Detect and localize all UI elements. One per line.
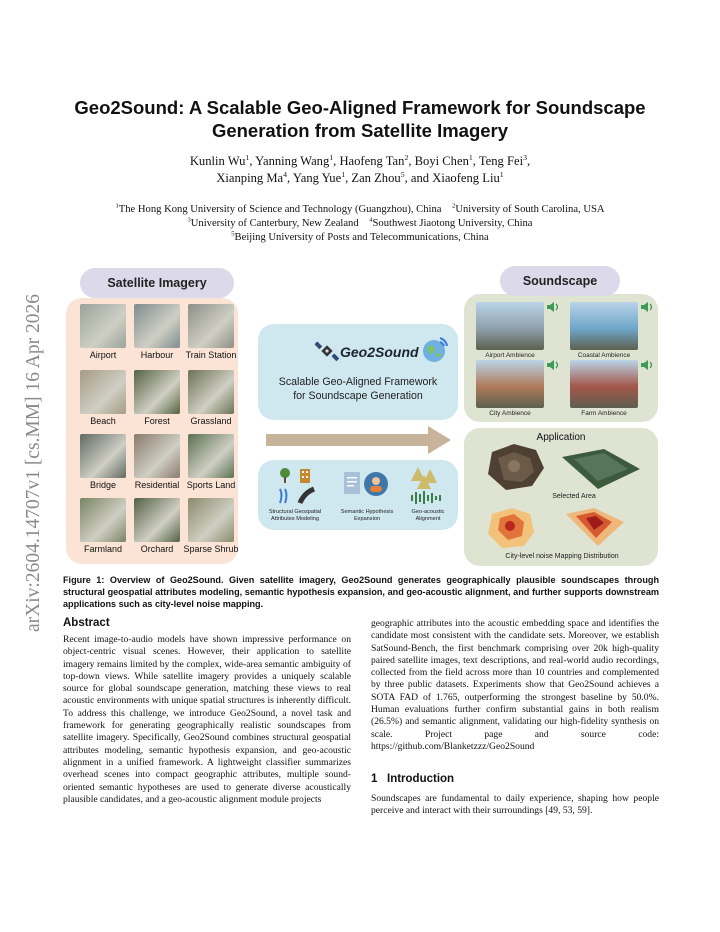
brand-name: Geo2Sound bbox=[340, 344, 419, 360]
overview-figure bbox=[64, 262, 660, 568]
document-person-icon bbox=[342, 470, 392, 504]
abstract-heading: Abstract bbox=[63, 617, 110, 629]
speaker-icon bbox=[546, 300, 560, 314]
forest-waveform-icon bbox=[408, 465, 444, 505]
application-title: Application bbox=[536, 432, 586, 443]
satellite-thumbnail bbox=[188, 498, 234, 542]
soundscape-pill: Soundscape bbox=[500, 266, 620, 296]
ambience-image bbox=[476, 302, 544, 350]
satellite-thumbnail-label: Airport bbox=[89, 350, 117, 360]
satellite-thumbnail-label: Beach bbox=[90, 416, 116, 426]
satellite-thumbnail bbox=[188, 434, 234, 478]
satellite-thumbnail-label: Farmland bbox=[83, 544, 122, 554]
module-label: Structural Geospatial Attributes Modeling bbox=[268, 509, 322, 522]
title-line-1: Geo2Sound: A Scalable Geo-Aligned Framework for Soundscape bbox=[74, 97, 646, 118]
title-line-2: Generation from Satellite Imagery bbox=[211, 120, 509, 141]
satellite-thumbnail bbox=[134, 304, 180, 348]
satellite-thumbnail-label: Train Station bbox=[185, 350, 237, 360]
satellite-thumbnail bbox=[80, 498, 126, 542]
affiliation: Beijing University of Posts and Telecommunications, China bbox=[234, 232, 489, 243]
author: Boyi Chen bbox=[414, 154, 469, 168]
satellite-icon bbox=[314, 338, 340, 364]
satellite-thumbnail-label: Grassland bbox=[190, 416, 232, 426]
city-map-image bbox=[484, 442, 548, 492]
selected-area-label: Selected Area bbox=[552, 493, 596, 500]
abstract-text-right: geographic attributes into the acoustic embedding space and identifies the candidate most consistent with the candidate sets. Moreover, we establish SatSound-Bench, the first benchmark comprising over 20k high-quality paired satellite images, text descriptions, and real-world audio recordings, collected from the field across more than 10 countries and complemented by three public datasets. Experiments show that Geo2Sound achieves a SOTA FAD of 1.765, outperforming the strongest baseline by 50.0%. Human evaluations further confirm substantial gains in both realism (26.5%) and semantic alignment, validating our high-fidelity synthesis on scale. Project page and source code: https://github.com/Blanketzzz/Geo2Sound bbox=[371, 618, 659, 752]
satellite-thumbnail-label: Sparse Shrub bbox=[183, 544, 239, 554]
ambience-image bbox=[570, 302, 638, 350]
application-caption: City-level noise Mapping Distribution bbox=[505, 553, 619, 560]
affiliations: $^1$The Hong Kong University of Science and Technology (Guangzhou), China $^2$University of South Carolina, USA $^3$University of Canterbury, New Zealand $^4$Southwest Jiaotong University, China $^5$Beijing University of Posts and Telecommunications, China bbox=[115, 202, 605, 243]
satellite-thumbnail bbox=[80, 370, 126, 414]
author-list: Kunlin Wu$^1$, Yanning Wang$^1$, Haofeng Tan$^2$, Boyi Chen$^1$, Teng Fei$^3$, Xianping Ma$^4$, Yang Yue$^1$, Zan Zhou$^5$, and Xiaofeng Liu$^1$ bbox=[189, 152, 531, 185]
speaker-icon bbox=[640, 300, 654, 314]
satellite-thumbnail-label: Harbour bbox=[140, 350, 174, 360]
satellite-thumbnail bbox=[188, 304, 234, 348]
author: Teng Fei bbox=[478, 154, 524, 168]
author: Yanning Wang bbox=[255, 154, 330, 168]
tree-building-icon bbox=[276, 467, 316, 505]
affiliation: University of Canterbury, New Zealand bbox=[190, 218, 359, 229]
author: Zan Zhou bbox=[351, 171, 401, 185]
satellite-imagery-pill: Satellite Imagery bbox=[80, 268, 234, 298]
satellite-thumbnail bbox=[80, 434, 126, 478]
satellite-thumbnail-label: Forest bbox=[144, 416, 170, 426]
figure-caption: Figure 1: Overview of Geo2Sound. Given satellite imagery, Geo2Sound generates geographically plausible soundscapes through structural geospatial attributes modeling, semantic hypothesis expansion, and geo-acoustic alignment, and further supports downstream applications such as city-level noise mapping. bbox=[63, 575, 659, 610]
module-label: Semantic Hypothesis Expansion bbox=[340, 509, 394, 522]
noise-map-image bbox=[486, 506, 536, 550]
ambience-image bbox=[570, 360, 638, 408]
framework-subtitle: Scalable Geo-Aligned Framework for Soundscape Generation bbox=[278, 376, 438, 402]
speaker-icon bbox=[546, 358, 560, 372]
satellite-thumbnail bbox=[80, 304, 126, 348]
satellite-thumbnail bbox=[134, 370, 180, 414]
selected-area-image bbox=[560, 447, 642, 491]
satellite-thumbnail bbox=[188, 370, 234, 414]
ambience-label: Farm Ambience bbox=[581, 410, 627, 417]
satellite-thumbnail-label: Orchard bbox=[140, 544, 174, 554]
affiliation: Southwest Jiaotong University, China bbox=[372, 218, 533, 229]
module-label: Geo-acoustic Alignment bbox=[411, 509, 445, 522]
satellite-thumbnail bbox=[134, 498, 180, 542]
ambience-label: Coastal Ambience bbox=[577, 352, 631, 359]
satellite-thumbnail-label: Sports Land bbox=[186, 480, 236, 490]
abstract-text-left: Recent image-to-audio models have shown impressive performance on object-centric visual scenes. However, their application to satellite imagery remains limited by the complex, wide-area semantic ambiguity of top-down views. While satellite imagery provides a uniquely scalable source for global soundscape generation, matching these views to real acoustic environments with unique spatial structures is inherently difficult. To address this challenge, we introduce Geo2Sound, a novel task and framework for generating geographically realistic soundscapes from satellite imagery. Specifically, Geo2Sound combines structural geospatial attributes modeling, semantic hypothesis expansion, and geo-acoustic alignment in a unified framework. A lightweight classifier summarizes overhead scenes into compact geographic attributes, multiple sound-oriented semantic hypotheses are used to generate diverse acoustically plausible candidates, and a geo-acoustic alignment module projects bbox=[63, 634, 351, 805]
flow-arrow bbox=[266, 425, 452, 455]
author: Kunlin Wu bbox=[189, 154, 246, 168]
affiliation: University of South Carolina, USA bbox=[455, 204, 605, 215]
satellite-thumbnail bbox=[134, 434, 180, 478]
author: Yang Yue bbox=[292, 171, 342, 185]
noise-distribution-image bbox=[564, 506, 626, 548]
arxiv-stamp: arXiv:2604.14707v1 [cs.MM] 16 Apr 2026 bbox=[23, 294, 44, 632]
author: Xianping Ma bbox=[216, 171, 284, 185]
author: Haofeng Tan bbox=[339, 154, 405, 168]
ambience-label: City Ambience bbox=[489, 410, 531, 417]
author: Xiaofeng Liu bbox=[432, 171, 500, 185]
globe-icon bbox=[420, 334, 450, 364]
introduction-text: Soundscapes are fundamental to daily experience, shaping how people perceive and interact with their surroundings [49, 53, 59]. bbox=[371, 793, 659, 817]
introduction-heading: 1 Introduction bbox=[371, 773, 455, 785]
satellite-thumbnail-label: Residential bbox=[134, 480, 180, 490]
affiliation: The Hong Kong University of Science and Technology (Guangzhou), China bbox=[118, 204, 442, 215]
satellite-thumbnail-label: Bridge bbox=[89, 480, 116, 490]
paper-title bbox=[40, 96, 680, 142]
ambience-label: Airport Ambience bbox=[485, 352, 535, 359]
ambience-image bbox=[476, 360, 544, 408]
speaker-icon bbox=[640, 358, 654, 372]
